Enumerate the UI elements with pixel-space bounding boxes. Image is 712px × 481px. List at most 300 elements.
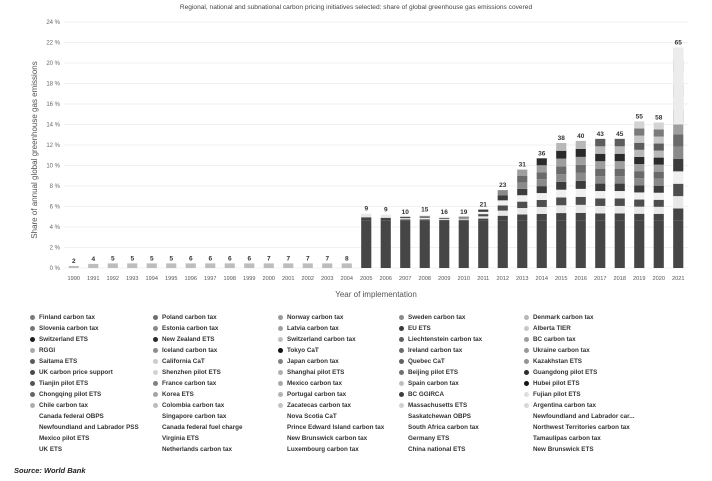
- legend-label: Prince Edward Island carbon tax: [287, 424, 385, 431]
- legend-label: Tamaulipas carbon tax: [533, 435, 601, 442]
- legend-label: Shenzhen pilot ETS: [162, 369, 221, 376]
- legend-item[interactable]: [399, 312, 465, 323]
- bar-segment: [634, 121, 644, 128]
- legend-item[interactable]: [153, 312, 217, 323]
- legend-item[interactable]: [524, 422, 630, 433]
- legend-item[interactable]: [278, 411, 337, 422]
- bar-segment: [595, 146, 605, 153]
- bar-segment: [576, 221, 586, 268]
- legend-dot-icon: [399, 381, 404, 386]
- legend-dot-icon: [30, 326, 35, 331]
- bar-segment: [459, 218, 469, 219]
- x-tick-label: 2008: [418, 276, 431, 282]
- bar: [108, 263, 118, 268]
- x-tick-label: 1997: [204, 276, 217, 282]
- bar-segment: [673, 159, 683, 171]
- bar-segment: [264, 263, 274, 268]
- bar: [478, 210, 488, 268]
- legend-item[interactable]: [153, 378, 216, 389]
- bar: [244, 263, 254, 268]
- legend-item[interactable]: [30, 444, 62, 455]
- legend-dot-icon: [524, 337, 529, 342]
- bar-segment: [654, 200, 664, 207]
- legend-label: Shanghai pilot ETS: [287, 369, 345, 376]
- bar: [205, 263, 215, 268]
- data-labels: [72, 40, 682, 265]
- legend-item[interactable]: [524, 367, 597, 378]
- bar-segment: [244, 263, 254, 268]
- legend-item[interactable]: [524, 345, 590, 356]
- data-label: 7: [286, 255, 291, 263]
- data-label: 9: [383, 206, 388, 214]
- legend-dot-icon: [524, 392, 529, 397]
- bar-segment: [576, 149, 586, 157]
- legend-item[interactable]: [278, 378, 342, 389]
- data-label: 5: [149, 255, 154, 263]
- legend-item[interactable]: [278, 400, 351, 411]
- legend-item[interactable]: [153, 400, 224, 411]
- bar-segment: [673, 208, 683, 220]
- legend-item[interactable]: [153, 389, 194, 400]
- bar-segment: [439, 221, 449, 268]
- data-label: 23: [499, 182, 507, 190]
- bar-segment: [517, 170, 527, 176]
- legend-item[interactable]: [30, 345, 55, 356]
- legend-dot-icon: [524, 315, 529, 320]
- bar-segment: [361, 217, 371, 221]
- legend-dot-icon: [153, 403, 158, 408]
- legend-dot-icon: [399, 403, 404, 408]
- bar: [342, 263, 352, 268]
- data-label: 15: [421, 206, 429, 214]
- bar-segment: [595, 176, 605, 183]
- legend-label: Chongqing pilot ETS: [39, 391, 102, 398]
- bar-segment: [537, 193, 547, 200]
- legend-label: Norway carbon tax: [287, 314, 344, 321]
- legend-item[interactable]: [524, 433, 601, 444]
- bar-segment: [556, 166, 566, 174]
- legend-label: Hubei pilot ETS: [533, 380, 580, 387]
- bar-segment: [615, 161, 625, 168]
- bar-segment: [654, 129, 664, 136]
- legend-item[interactable]: [399, 400, 467, 411]
- bars: [69, 48, 684, 268]
- x-tick-label: 2011: [477, 276, 490, 282]
- bar: [166, 263, 176, 268]
- bar: [186, 263, 196, 268]
- bar-segment: [654, 186, 664, 193]
- legend-label: Northwest Territories carbon tax: [533, 424, 630, 431]
- x-tick-label: 1999: [243, 276, 256, 282]
- legend-item[interactable]: [30, 323, 99, 334]
- legend-item[interactable]: [399, 367, 458, 378]
- legend-item[interactable]: [30, 334, 88, 345]
- legend-item[interactable]: [399, 323, 431, 334]
- bar-segment: [634, 164, 644, 171]
- legend-label: Germany ETS: [408, 435, 450, 442]
- bar-segment: [166, 263, 176, 268]
- bar: [673, 48, 683, 268]
- data-label: 6: [188, 255, 193, 263]
- bar-segment: [634, 221, 644, 268]
- bar-segment: [517, 202, 527, 208]
- x-tick-label: 2017: [594, 276, 607, 282]
- legend-dot-icon: [153, 392, 158, 397]
- legend-dot-icon: [278, 370, 283, 375]
- x-tick-label: 2009: [438, 276, 451, 282]
- legend-item[interactable]: [153, 444, 232, 455]
- y-tick-label: 8 %: [49, 184, 60, 190]
- legend-dot-icon: [30, 381, 35, 386]
- legend-item[interactable]: [30, 312, 95, 323]
- x-tick-label: 2003: [321, 276, 334, 282]
- bar-segment: [615, 191, 625, 198]
- legend-item[interactable]: [524, 400, 596, 411]
- legend-item[interactable]: [153, 422, 243, 433]
- bar-segment: [537, 165, 547, 172]
- bar-segment: [478, 214, 488, 216]
- x-tick-label: 2018: [613, 276, 626, 282]
- legend-item[interactable]: [524, 389, 581, 400]
- legend-item[interactable]: [30, 422, 139, 433]
- bar-segment: [381, 215, 391, 218]
- y-tick-label: 16 %: [46, 102, 60, 108]
- data-label: 43: [596, 130, 604, 138]
- legend-dot-icon: [153, 315, 158, 320]
- bar-segment: [634, 157, 644, 164]
- bar-segment: [537, 186, 547, 193]
- bar-segment: [595, 154, 605, 161]
- bar-segment: [634, 185, 644, 192]
- legend-item[interactable]: [278, 422, 384, 433]
- bar-segment: [634, 150, 644, 157]
- bar-segment: [459, 218, 469, 219]
- x-tick-label: 2000: [262, 276, 275, 282]
- legend-item[interactable]: [399, 422, 479, 433]
- legend-label: Mexico pilot ETS: [39, 435, 90, 442]
- bar-segment: [517, 189, 527, 195]
- bar-segment: [537, 221, 547, 268]
- legend-item[interactable]: [278, 323, 339, 334]
- legend-dot-icon: [399, 348, 404, 353]
- bar-segment: [576, 181, 586, 189]
- legend-dot-icon: [524, 381, 529, 386]
- bar-segment: [576, 197, 586, 205]
- bar: [361, 214, 371, 268]
- bar-segment: [556, 213, 566, 221]
- legend-item[interactable]: [30, 378, 88, 389]
- bar-segment: [654, 137, 664, 144]
- data-label: 6: [227, 255, 232, 263]
- legend-label: Denmark carbon tax: [533, 314, 594, 321]
- x-tick-label: 2007: [399, 276, 412, 282]
- bar-segment: [439, 219, 449, 220]
- bar-segment: [381, 221, 391, 268]
- legend-dot-icon: [278, 381, 283, 386]
- bar-segment: [361, 214, 371, 218]
- bar-segment: [225, 263, 235, 268]
- bar-segment: [361, 221, 371, 268]
- legend-dot-icon: [278, 326, 283, 331]
- bar: [537, 158, 547, 268]
- legend-dot-icon: [153, 370, 158, 375]
- bar-segment: [478, 219, 488, 221]
- bar-segment: [205, 263, 215, 268]
- y-tick-label: 0 %: [49, 266, 60, 272]
- data-label: 38: [557, 134, 565, 142]
- legend-label: Virginia ETS: [162, 435, 199, 442]
- data-label: 65: [674, 39, 682, 47]
- bar-segment: [322, 263, 332, 268]
- bar-segment: [147, 263, 157, 268]
- legend-label: RGGI: [39, 347, 56, 354]
- legend-label: Massachusetts ETS: [408, 402, 468, 409]
- legend-dot-icon: [153, 381, 158, 386]
- bar: [381, 215, 391, 268]
- legend-item[interactable]: [30, 400, 88, 411]
- x-tick-label: 1995: [165, 276, 178, 282]
- legend-label: South Africa carbon tax: [408, 424, 479, 431]
- legend-item[interactable]: [399, 433, 449, 444]
- bar-segment: [673, 221, 683, 268]
- bar: [303, 263, 313, 268]
- x-tick-label: 1993: [126, 276, 139, 282]
- legend-label: Tokyo CaT: [287, 347, 319, 354]
- legend-item[interactable]: [399, 345, 462, 356]
- bar-segment: [634, 207, 644, 214]
- legend-item[interactable]: [399, 378, 459, 389]
- legend-label: Ukraine carbon tax: [533, 347, 590, 354]
- data-label: 31: [518, 161, 526, 169]
- legend-dot-icon: [399, 337, 404, 342]
- bar-segment: [556, 182, 566, 190]
- bar: [283, 263, 293, 268]
- legend-dot-icon: [30, 315, 35, 320]
- bar-segment: [556, 143, 566, 151]
- legend-label: Switzerland carbon tax: [287, 336, 356, 343]
- bar-segment: [654, 151, 664, 158]
- y-axis-label: Share of annual global greenhouse gas emissions: [30, 61, 39, 239]
- bar-segment: [576, 189, 586, 197]
- legend-label: Finland carbon tax: [39, 314, 95, 321]
- legend-label: BC carbon tax: [533, 336, 576, 343]
- legend-label: Newfoundland and Labrador PSS: [39, 424, 139, 431]
- legend-item[interactable]: [524, 312, 594, 323]
- legend-item[interactable]: [30, 356, 77, 367]
- legend-dot-icon: [30, 337, 35, 342]
- bar: [576, 141, 586, 268]
- bar-segment: [634, 171, 644, 178]
- legend-dot-icon: [399, 392, 404, 397]
- x-tick-label: 1991: [87, 276, 100, 282]
- legend-label: Switzerland ETS: [39, 336, 88, 343]
- legend-item[interactable]: [153, 323, 218, 334]
- legend-item[interactable]: [524, 378, 580, 389]
- legend-item[interactable]: [524, 411, 634, 422]
- bar-segment: [69, 266, 79, 268]
- legend-label: Saskatchewan OBPS: [408, 413, 471, 420]
- legend-item[interactable]: [278, 444, 359, 455]
- legend-item[interactable]: [278, 367, 344, 378]
- bar-segment: [478, 216, 488, 218]
- bar-segment: [517, 208, 527, 214]
- legend-dot-icon: [524, 359, 529, 364]
- legend-item[interactable]: [399, 334, 482, 345]
- legend-item[interactable]: [30, 367, 113, 378]
- bar-segment: [556, 151, 566, 159]
- bar: [147, 263, 157, 268]
- chart-title: Regional, national and subnational carbon pricing initiatives selected: share of global greenhouse gas emissions covered: [179, 4, 533, 11]
- legend-item[interactable]: [153, 367, 221, 378]
- x-tick-label: 2012: [496, 276, 509, 282]
- bar-segment: [400, 219, 410, 220]
- bar-segment: [634, 192, 644, 199]
- data-label: 8: [344, 255, 349, 263]
- bar-segment: [537, 158, 547, 165]
- legend-item[interactable]: [30, 411, 104, 422]
- legend-dot-icon: [399, 315, 404, 320]
- bar-segment: [517, 221, 527, 268]
- legend-item[interactable]: [524, 323, 571, 334]
- legend-dot-icon: [30, 348, 35, 353]
- bar-segment: [654, 158, 664, 165]
- bar-segment: [517, 214, 527, 220]
- x-tick-label: 1994: [145, 276, 158, 282]
- data-label: 7: [325, 255, 330, 263]
- legend-dot-icon: [153, 348, 158, 353]
- bar-segment: [615, 154, 625, 161]
- bar-segment: [420, 219, 430, 221]
- y-tick-label: 14 %: [46, 122, 60, 129]
- legend-item[interactable]: [399, 444, 465, 455]
- bar: [634, 121, 644, 268]
- bar: [498, 190, 508, 268]
- legend-label: Mexico carbon tax: [287, 380, 342, 387]
- legend-label: Canada federal OBPS: [39, 413, 104, 420]
- bar-segment: [576, 213, 586, 221]
- legend-item[interactable]: [153, 433, 199, 444]
- y-tick-label: 18 %: [46, 81, 60, 88]
- legend-label: Spain carbon tax: [408, 380, 459, 387]
- bar-segment: [439, 217, 449, 218]
- bar-segment: [654, 214, 664, 221]
- legend-item[interactable]: [399, 389, 444, 400]
- legend-item[interactable]: [153, 411, 226, 422]
- bar-segment: [576, 157, 586, 165]
- legend-item[interactable]: [524, 356, 582, 367]
- bar-segment: [654, 221, 664, 268]
- bar-segment: [595, 213, 605, 220]
- x-tick-label: 1990: [67, 276, 80, 282]
- bar-segment: [576, 205, 586, 213]
- legend-dot-icon: [278, 392, 283, 397]
- x-tick-label: 2002: [301, 276, 314, 282]
- legend-item[interactable]: [278, 433, 367, 444]
- bar-segment: [654, 193, 664, 200]
- legend-item[interactable]: [399, 356, 445, 367]
- bar-segment: [634, 214, 644, 221]
- bar-segment: [615, 206, 625, 213]
- bar-segment: [303, 263, 313, 268]
- legend-item[interactable]: [278, 312, 343, 323]
- bar-segment: [498, 195, 508, 200]
- y-tick-label: 22 %: [46, 40, 60, 47]
- bar: [459, 217, 469, 268]
- bar-segment: [615, 146, 625, 153]
- legend-item[interactable]: [153, 356, 205, 367]
- y-tick-label: 2 %: [49, 245, 60, 252]
- bar-segment: [537, 200, 547, 207]
- legend-label: Guangdong pilot ETS: [533, 369, 598, 376]
- bar-segment: [595, 198, 605, 205]
- legend-dot-icon: [30, 370, 35, 375]
- bar-segment: [517, 176, 527, 182]
- bar-segment: [420, 216, 430, 218]
- bar-segment: [498, 190, 508, 195]
- bar-segment: [537, 207, 547, 214]
- bar-segment: [400, 221, 410, 268]
- bar-segment: [420, 215, 430, 217]
- legend-item[interactable]: [278, 345, 319, 356]
- legend-dot-icon: [153, 326, 158, 331]
- legend-item[interactable]: [524, 334, 576, 345]
- legend-dot-icon: [399, 370, 404, 375]
- bar-segment: [537, 179, 547, 186]
- legend-item[interactable]: [524, 444, 594, 455]
- legend-label: New Zealand ETS: [162, 336, 215, 343]
- legend-label: Argentina carbon tax: [533, 402, 596, 409]
- data-label: 7: [266, 255, 271, 263]
- bar-segment: [634, 129, 644, 136]
- legend-label: Newfoundland and Labrador car...: [533, 413, 635, 420]
- bar: [595, 139, 605, 268]
- data-label: 40: [577, 132, 585, 140]
- legend-dot-icon: [278, 337, 283, 342]
- legend-label: Fujian pilot ETS: [533, 391, 581, 398]
- bar: [127, 263, 137, 268]
- data-label: 16: [440, 208, 448, 216]
- x-tick-label: 2013: [516, 276, 529, 282]
- legend-item[interactable]: [30, 433, 89, 444]
- bar-segment: [654, 144, 664, 151]
- legend-item[interactable]: [399, 411, 471, 422]
- bar-segment: [576, 165, 586, 173]
- bar-segment: [615, 139, 625, 146]
- bar-segment: [556, 159, 566, 167]
- bar-segment: [595, 206, 605, 213]
- bar-segment: [459, 220, 469, 221]
- legend-dot-icon: [30, 359, 35, 364]
- legend-item[interactable]: [278, 334, 356, 345]
- legend-item[interactable]: [153, 345, 217, 356]
- legend-label: Zacatecas carbon tax: [287, 402, 352, 409]
- legend-dot-icon: [524, 370, 529, 375]
- legend-label: Singapore carbon tax: [162, 413, 227, 420]
- legend-item[interactable]: [278, 389, 346, 400]
- bar: [420, 215, 430, 268]
- bar: [69, 266, 79, 268]
- x-tick-label: 2020: [652, 276, 665, 282]
- legend-item[interactable]: [153, 334, 215, 345]
- legend-item[interactable]: [278, 356, 339, 367]
- legend-label: Estonia carbon tax: [162, 325, 219, 332]
- data-label: 2: [71, 257, 76, 265]
- bar-segment: [517, 195, 527, 201]
- legend-dot-icon: [524, 403, 529, 408]
- data-label: 45: [616, 130, 624, 138]
- x-tick-label: 2010: [457, 276, 470, 282]
- legend-item[interactable]: [30, 389, 101, 400]
